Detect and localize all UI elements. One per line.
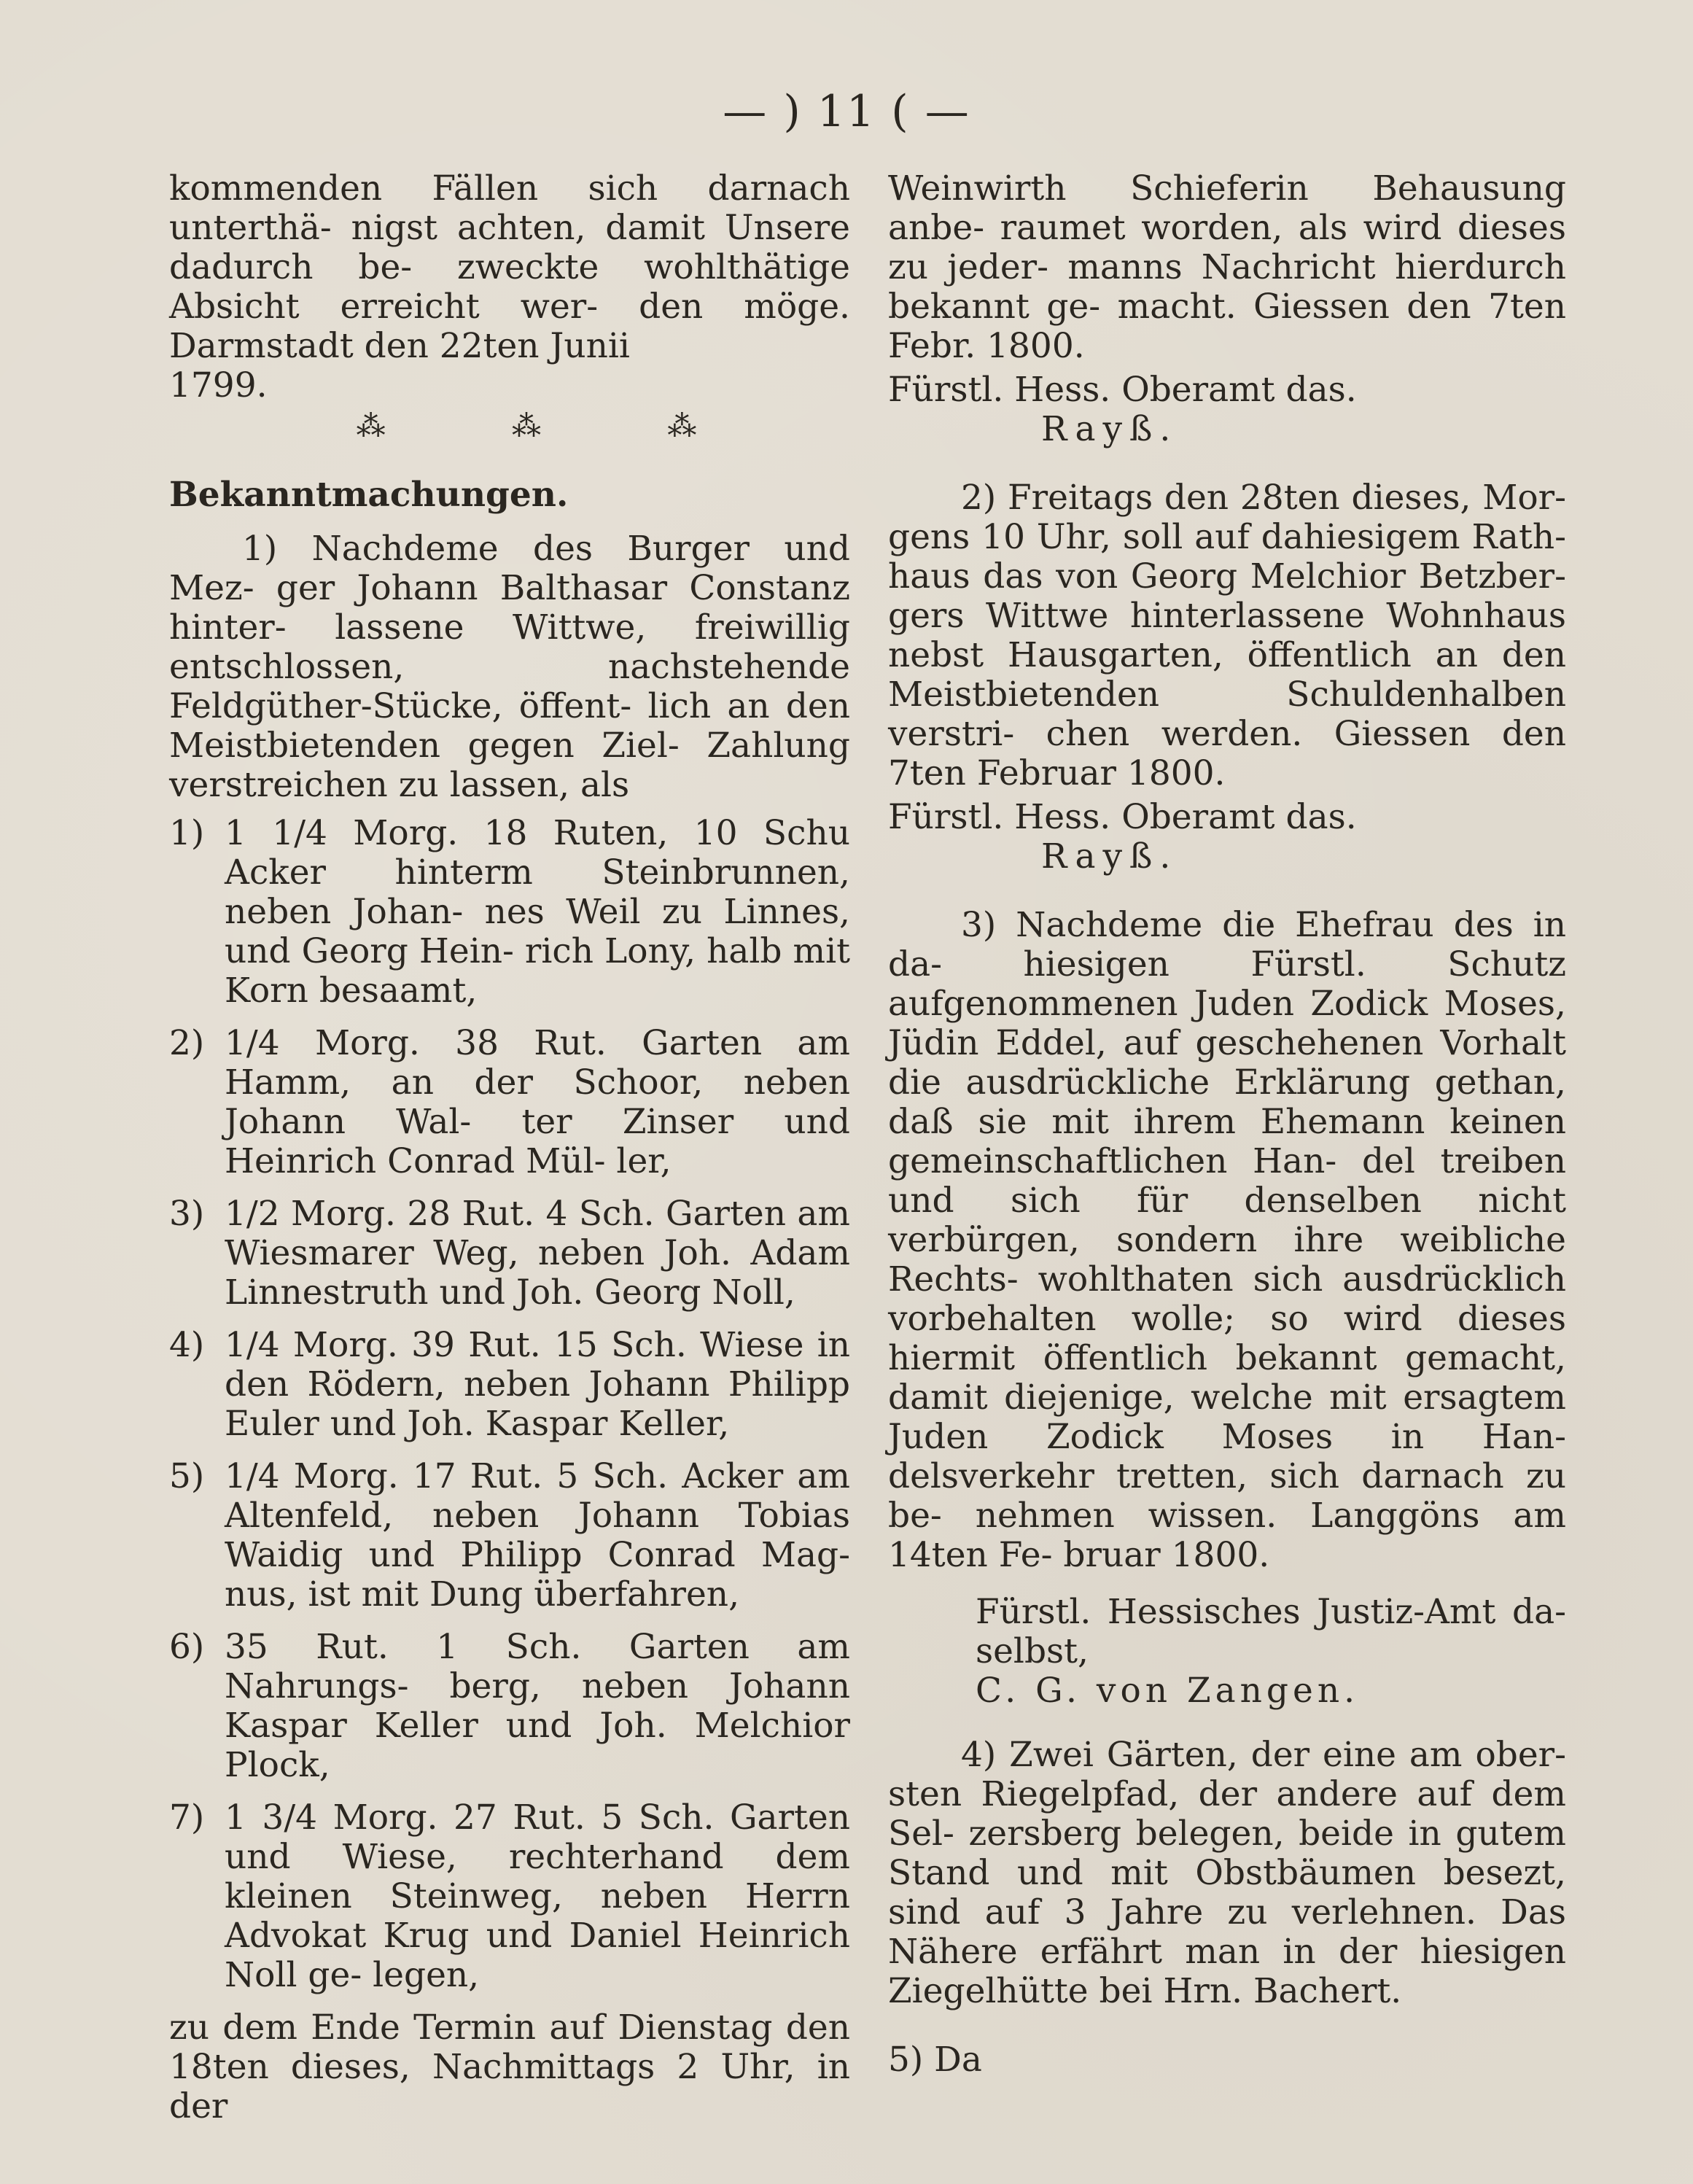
signature-name: Rayß. (1041, 409, 1178, 449)
list-item (169, 1457, 850, 1614)
list-item (169, 1628, 850, 1785)
list-item-number: 1) (169, 813, 205, 853)
right-column (888, 169, 1566, 2080)
asterism-ornament: ⁂ (356, 410, 386, 443)
signature-authority: Fürstl. Hess. Oberamt das. (888, 370, 1357, 410)
notice-1-continuation: Weinwirth Schieferin Behausung anbe- raumet worden, als wird dieses zu jeder- manns Nachricht hierdurch bekannt ge- macht. Giessen den 7ten Febr. 1800. (888, 168, 1566, 366)
left-continuation-paragraph: kommenden Fällen sich darnach unterthä- nigst achten, damit Unsere dadurch be- zweckte wohlthätige Absicht erreicht wer- den möge. Darmstadt den 22ten Junii (169, 168, 850, 366)
list-item-text: 1/4 Morg. 39 Rut. 15 Sch. Wiese in den Rödern, neben Johann Philipp Euler und Joh. Kaspar Keller, (225, 1325, 850, 1444)
list-item-number: 2) (169, 1023, 205, 1063)
left-column (169, 169, 850, 2126)
signature-name: Rayß. (1041, 836, 1178, 877)
list-item-text: 1 3/4 Morg. 27 Rut. 5 Sch. Garten und Wiese, rechterhand dem kleinen Steinweg, neben Herrn Advokat Krug und Daniel Heinrich Noll ge- legen, (225, 1798, 850, 1995)
list-item-text: 1/2 Morg. 28 Rut. 4 Sch. Garten am Wiesmarer Weg, neben Joh. Adam Linnestruth und Joh. Georg Noll, (225, 1194, 850, 1313)
list-item-text: 1 1/4 Morg. 18 Ruten, 10 Schu Acker hinterm Steinbrunnen, neben Johan- nes Weil zu Linnes, und Georg Hein- rich Lony, halb mit Korn besaamt, (225, 813, 850, 1011)
list-item (169, 1194, 850, 1313)
list-item-number: 7) (169, 1798, 205, 1838)
list-item-number: 6) (169, 1627, 205, 1667)
notice-1-intro: 1) Nachdeme des Burger und Mez- ger Johann Balthasar Constanz hinter- lassene Wittwe, freiwillig entschlossen, nachstehende Feldgüther-Stücke, öffent- lich an den Meistbietenden gegen Ziel- Zahlung verstreichen zu lassen, als (169, 529, 850, 805)
property-list (169, 814, 850, 1995)
asterism-ornament: ⁂ (667, 410, 697, 443)
left-year-line: 1799. (169, 365, 268, 405)
list-item (169, 1024, 850, 1181)
list-item-number: 3) (169, 1194, 205, 1234)
list-item-text: 35 Rut. 1 Sch. Garten am Nahrungs- berg, neben Johann Kaspar Keller und Joh. Melchior Plock, (225, 1627, 850, 1785)
notice-1-closing: zu dem Ende Termin auf Dienstag den 18ten dieses, Nachmittags 2 Uhr, in der (169, 2008, 850, 2126)
list-item-text: 1/4 Morg. 17 Rut. 5 Sch. Acker am Altenfeld, neben Johann Tobias Waidig und Philipp Conrad Mag- nus, ist mit Dung überfahren, (225, 1456, 850, 1614)
list-item-number: 4) (169, 1325, 205, 1365)
notice-3: 3) Nachdeme die Ehefrau des in da- hiesigen Fürstl. Schutz aufgenommenen Juden Zodick Moses, Jüdin Eddel, auf geschehenen Vorhalt die ausdrückliche Erklärung gethan, daß sie mit ihrem Ehemann keinen gemeinschaftlichen Han- del treiben und sich für denselben nicht verbürgen, sondern ihre weibliche Rechts- wohlthaten sich ausdrücklich vorbehalten wolle; so wird dieses hiermit öffentlich bekannt gemacht, damit diejenige, welche mit ersagtem Juden Zodick Moses in Han- delsverkehr tretten, sich darnach zu be- nehmen wissen. Langgöns am 14ten Fe- bruar 1800. (888, 905, 1566, 1575)
page-number: — ) 11 ( — (723, 86, 970, 137)
section-heading: Bekanntmachungen. (169, 475, 569, 515)
list-item (169, 814, 850, 1011)
notice-4: 4) Zwei Gärten, der eine am ober- sten Riegelpfad, der andere auf dem Sel- zersberg belegen, beide in gutem Stand und mit Obstbäumen besezt, sind auf 3 Jahre zu verlehnen. Das Nähere erfährt man in der hiesigen Ziegelhütte bei Hrn. Bachert. (888, 1735, 1566, 2011)
page-number-header (0, 86, 1693, 137)
list-item (169, 1326, 850, 1444)
signature-name: C. G. von Zangen. (976, 1671, 1360, 1711)
list-item-text: 1/4 Morg. 38 Rut. Garten am Hamm, an der Schoor, neben Johann Wal- ter Zinser und Heinrich Conrad Mül- ler, (225, 1023, 850, 1181)
signature-authority: Fürstl. Hess. Oberamt das. (888, 797, 1357, 837)
asterism-ornament: ⁂ (511, 410, 541, 443)
catchword: 5) Da (888, 2040, 982, 2080)
list-item (169, 1798, 850, 1995)
asterism-divider (293, 410, 760, 443)
notice-2: 2) Freitags den 28ten dieses, Mor- gens 10 Uhr, soll auf dahiesigem Rath- haus das von Georg Melchior Betzber- gers Wittwe hinterlassene Wohnhaus nebst Hausgarten, öffentlich an den Meistbietenden Schuldenhalben verstri- chen werden. Giessen den 7ten Februar 1800. (888, 478, 1566, 793)
signature-authority: Fürstl. Hessisches Justiz-Amt da- selbst, (976, 1592, 1566, 1671)
list-item-number: 5) (169, 1456, 205, 1496)
